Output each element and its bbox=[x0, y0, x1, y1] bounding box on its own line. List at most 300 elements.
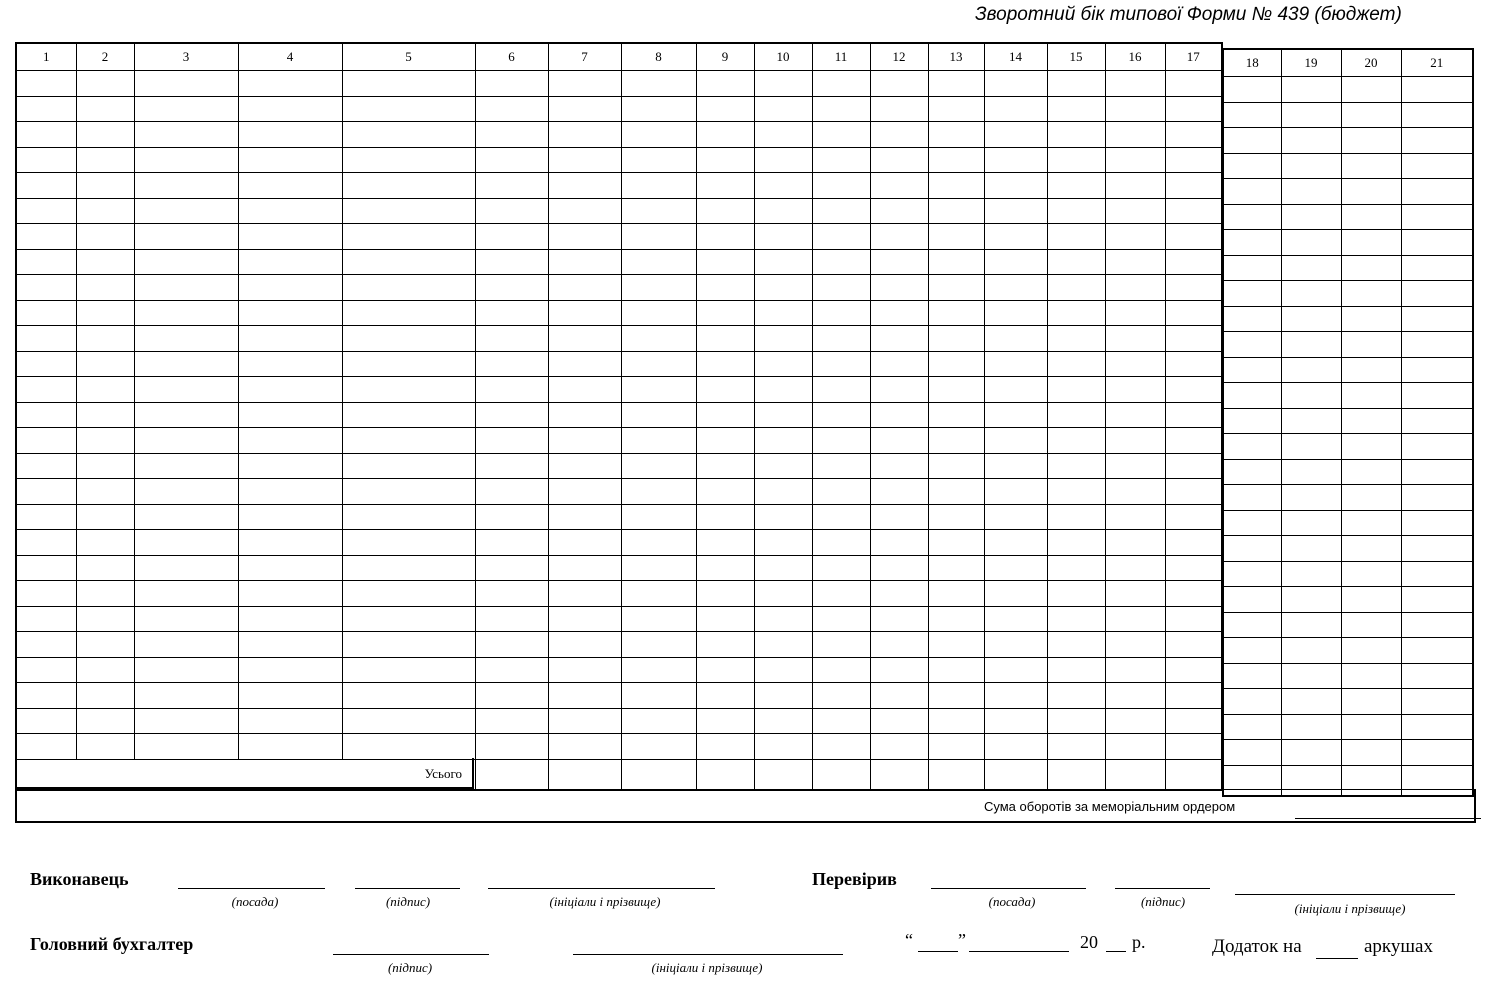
table-cell[interactable] bbox=[1047, 453, 1105, 479]
table-cell[interactable] bbox=[16, 555, 76, 581]
table-cell[interactable] bbox=[1223, 638, 1281, 664]
table-cell[interactable] bbox=[238, 122, 342, 148]
table-cell[interactable] bbox=[548, 173, 621, 199]
table-cell[interactable] bbox=[238, 96, 342, 122]
table-cell[interactable] bbox=[928, 657, 984, 683]
table-cell[interactable] bbox=[696, 453, 754, 479]
table-cell[interactable] bbox=[238, 683, 342, 709]
table-cell[interactable] bbox=[1401, 561, 1473, 587]
table-cell[interactable] bbox=[16, 606, 76, 632]
table-cell[interactable] bbox=[1047, 198, 1105, 224]
table-cell[interactable] bbox=[1165, 198, 1222, 224]
table-cell[interactable] bbox=[1401, 306, 1473, 332]
table-cell[interactable] bbox=[1401, 638, 1473, 664]
table-cell[interactable] bbox=[1223, 587, 1281, 613]
table-cell[interactable] bbox=[134, 683, 238, 709]
table-cell[interactable] bbox=[134, 453, 238, 479]
table-cell[interactable] bbox=[134, 275, 238, 301]
table-cell[interactable] bbox=[548, 453, 621, 479]
table-cell[interactable] bbox=[76, 708, 134, 734]
table-cell[interactable] bbox=[984, 173, 1047, 199]
table-cell[interactable] bbox=[1105, 122, 1165, 148]
table-cell[interactable] bbox=[342, 683, 475, 709]
table-cell[interactable] bbox=[342, 657, 475, 683]
table-cell[interactable] bbox=[870, 708, 928, 734]
table-cell[interactable] bbox=[1401, 383, 1473, 409]
table-cell[interactable] bbox=[16, 96, 76, 122]
table-cell[interactable] bbox=[475, 71, 548, 97]
table-cell[interactable] bbox=[16, 708, 76, 734]
table-cell[interactable] bbox=[342, 326, 475, 352]
table-cell[interactable] bbox=[1341, 255, 1401, 281]
table-cell[interactable] bbox=[621, 224, 696, 250]
table-cell[interactable] bbox=[1341, 102, 1401, 128]
table-cell[interactable] bbox=[812, 71, 870, 97]
table-cell[interactable] bbox=[754, 530, 812, 556]
table-cell[interactable] bbox=[1047, 173, 1105, 199]
table-cell[interactable] bbox=[76, 96, 134, 122]
table-cell[interactable] bbox=[928, 632, 984, 658]
table-cell[interactable] bbox=[1165, 402, 1222, 428]
table-cell[interactable] bbox=[76, 555, 134, 581]
table-cell[interactable] bbox=[16, 173, 76, 199]
table-cell[interactable] bbox=[928, 326, 984, 352]
table-cell[interactable] bbox=[1341, 587, 1401, 613]
table-cell[interactable] bbox=[548, 581, 621, 607]
table-cell[interactable] bbox=[754, 555, 812, 581]
table-cell[interactable] bbox=[134, 198, 238, 224]
table-cell[interactable] bbox=[475, 377, 548, 403]
table-cell[interactable] bbox=[1105, 606, 1165, 632]
table-cell[interactable] bbox=[342, 504, 475, 530]
table-cell[interactable] bbox=[134, 249, 238, 275]
table-cell[interactable] bbox=[238, 224, 342, 250]
table-cell[interactable] bbox=[621, 96, 696, 122]
table-cell[interactable] bbox=[1047, 249, 1105, 275]
table-cell[interactable] bbox=[1047, 71, 1105, 97]
table-cell[interactable] bbox=[16, 657, 76, 683]
table-cell[interactable] bbox=[812, 249, 870, 275]
chief-signature-line[interactable] bbox=[333, 954, 489, 955]
table-cell[interactable] bbox=[621, 198, 696, 224]
table-cell[interactable] bbox=[754, 249, 812, 275]
table-cell[interactable] bbox=[1281, 459, 1341, 485]
table-cell[interactable] bbox=[342, 606, 475, 632]
table-cell[interactable] bbox=[1105, 708, 1165, 734]
table-cell[interactable] bbox=[342, 734, 475, 760]
table-cell[interactable] bbox=[621, 708, 696, 734]
table-cell[interactable] bbox=[342, 173, 475, 199]
table-cell[interactable] bbox=[621, 122, 696, 148]
table-cell[interactable] bbox=[134, 147, 238, 173]
table-cell[interactable] bbox=[475, 300, 548, 326]
table-cell[interactable] bbox=[1105, 377, 1165, 403]
table-cell[interactable] bbox=[621, 504, 696, 530]
table-cell[interactable] bbox=[475, 402, 548, 428]
table-cell[interactable] bbox=[1165, 71, 1222, 97]
table-cell[interactable] bbox=[134, 479, 238, 505]
table-cell[interactable] bbox=[475, 734, 548, 760]
table-cell[interactable] bbox=[870, 402, 928, 428]
table-cell[interactable] bbox=[1105, 632, 1165, 658]
table-cell[interactable] bbox=[984, 402, 1047, 428]
table-cell[interactable] bbox=[238, 198, 342, 224]
table-cell[interactable] bbox=[16, 275, 76, 301]
table-cell[interactable] bbox=[1165, 147, 1222, 173]
totals-cell[interactable] bbox=[475, 759, 548, 790]
table-cell[interactable] bbox=[812, 96, 870, 122]
table-cell[interactable] bbox=[1047, 377, 1105, 403]
table-cell[interactable] bbox=[754, 402, 812, 428]
table-cell[interactable] bbox=[76, 147, 134, 173]
table-cell[interactable] bbox=[928, 428, 984, 454]
table-cell[interactable] bbox=[238, 581, 342, 607]
table-cell[interactable] bbox=[16, 453, 76, 479]
table-cell[interactable] bbox=[928, 606, 984, 632]
table-cell[interactable] bbox=[870, 377, 928, 403]
table-cell[interactable] bbox=[870, 326, 928, 352]
table-cell[interactable] bbox=[1105, 530, 1165, 556]
table-cell[interactable] bbox=[696, 657, 754, 683]
totals-cell[interactable] bbox=[928, 759, 984, 790]
executor-position-line[interactable] bbox=[178, 888, 325, 889]
table-cell[interactable] bbox=[134, 428, 238, 454]
table-cell[interactable] bbox=[475, 224, 548, 250]
table-cell[interactable] bbox=[238, 606, 342, 632]
table-cell[interactable] bbox=[16, 581, 76, 607]
table-cell[interactable] bbox=[1105, 300, 1165, 326]
table-cell[interactable] bbox=[1341, 179, 1401, 205]
table-cell[interactable] bbox=[754, 71, 812, 97]
table-cell[interactable] bbox=[870, 504, 928, 530]
table-cell[interactable] bbox=[342, 71, 475, 97]
date-day-line[interactable] bbox=[918, 951, 958, 952]
table-cell[interactable] bbox=[696, 606, 754, 632]
table-cell[interactable] bbox=[1281, 383, 1341, 409]
table-cell[interactable] bbox=[754, 351, 812, 377]
table-cell[interactable] bbox=[1165, 377, 1222, 403]
table-cell[interactable] bbox=[812, 581, 870, 607]
table-cell[interactable] bbox=[1401, 102, 1473, 128]
table-cell[interactable] bbox=[812, 377, 870, 403]
table-cell[interactable] bbox=[134, 300, 238, 326]
table-cell[interactable] bbox=[16, 734, 76, 760]
table-cell[interactable] bbox=[475, 351, 548, 377]
table-cell[interactable] bbox=[1281, 434, 1341, 460]
table-cell[interactable] bbox=[1165, 479, 1222, 505]
table-cell[interactable] bbox=[1281, 77, 1341, 103]
table-cell[interactable] bbox=[1165, 428, 1222, 454]
table-cell[interactable] bbox=[1401, 230, 1473, 256]
table-cell[interactable] bbox=[1281, 714, 1341, 740]
table-cell[interactable] bbox=[1223, 663, 1281, 689]
table-cell[interactable] bbox=[812, 708, 870, 734]
table-cell[interactable] bbox=[76, 453, 134, 479]
table-cell[interactable] bbox=[812, 275, 870, 301]
table-cell[interactable] bbox=[342, 453, 475, 479]
table-cell[interactable] bbox=[754, 479, 812, 505]
totals-cell[interactable] bbox=[621, 759, 696, 790]
table-cell[interactable] bbox=[1105, 657, 1165, 683]
table-cell[interactable] bbox=[238, 300, 342, 326]
table-cell[interactable] bbox=[928, 173, 984, 199]
table-cell[interactable] bbox=[76, 683, 134, 709]
table-cell[interactable] bbox=[754, 632, 812, 658]
table-cell[interactable] bbox=[1047, 734, 1105, 760]
table-cell[interactable] bbox=[1165, 275, 1222, 301]
table-cell[interactable] bbox=[76, 581, 134, 607]
table-cell[interactable] bbox=[1223, 612, 1281, 638]
table-cell[interactable] bbox=[870, 581, 928, 607]
table-cell[interactable] bbox=[984, 351, 1047, 377]
table-cell[interactable] bbox=[1047, 275, 1105, 301]
table-cell[interactable] bbox=[1223, 179, 1281, 205]
table-cell[interactable] bbox=[76, 224, 134, 250]
table-cell[interactable] bbox=[621, 71, 696, 97]
table-cell[interactable] bbox=[475, 122, 548, 148]
table-cell[interactable] bbox=[1047, 555, 1105, 581]
table-cell[interactable] bbox=[870, 555, 928, 581]
table-cell[interactable] bbox=[548, 530, 621, 556]
table-cell[interactable] bbox=[342, 555, 475, 581]
table-cell[interactable] bbox=[870, 453, 928, 479]
table-cell[interactable] bbox=[238, 147, 342, 173]
table-cell[interactable] bbox=[1341, 357, 1401, 383]
table-cell[interactable] bbox=[1341, 230, 1401, 256]
table-cell[interactable] bbox=[1401, 153, 1473, 179]
table-cell[interactable] bbox=[621, 530, 696, 556]
table-cell[interactable] bbox=[928, 581, 984, 607]
table-cell[interactable] bbox=[928, 555, 984, 581]
table-cell[interactable] bbox=[984, 708, 1047, 734]
table-cell[interactable] bbox=[238, 377, 342, 403]
table-cell[interactable] bbox=[76, 122, 134, 148]
table-cell[interactable] bbox=[475, 96, 548, 122]
table-cell[interactable] bbox=[696, 428, 754, 454]
table-cell[interactable] bbox=[1047, 402, 1105, 428]
table-cell[interactable] bbox=[1341, 153, 1401, 179]
table-cell[interactable] bbox=[1047, 122, 1105, 148]
table-cell[interactable] bbox=[1223, 434, 1281, 460]
table-cell[interactable] bbox=[342, 198, 475, 224]
table-cell[interactable] bbox=[1281, 740, 1341, 766]
table-cell[interactable] bbox=[812, 530, 870, 556]
table-cell[interactable] bbox=[696, 147, 754, 173]
table-cell[interactable] bbox=[134, 606, 238, 632]
table-cell[interactable] bbox=[475, 530, 548, 556]
table-cell[interactable] bbox=[984, 428, 1047, 454]
table-cell[interactable] bbox=[621, 300, 696, 326]
table-cell[interactable] bbox=[1047, 147, 1105, 173]
table-cell[interactable] bbox=[812, 326, 870, 352]
table-cell[interactable] bbox=[984, 326, 1047, 352]
table-cell[interactable] bbox=[1281, 485, 1341, 511]
table-cell[interactable] bbox=[238, 555, 342, 581]
table-cell[interactable] bbox=[475, 606, 548, 632]
table-cell[interactable] bbox=[548, 96, 621, 122]
table-cell[interactable] bbox=[238, 657, 342, 683]
table-cell[interactable] bbox=[928, 708, 984, 734]
attachment-count-line[interactable] bbox=[1316, 958, 1358, 959]
table-cell[interactable] bbox=[696, 708, 754, 734]
table-cell[interactable] bbox=[812, 479, 870, 505]
table-cell[interactable] bbox=[342, 147, 475, 173]
table-cell[interactable] bbox=[1341, 408, 1401, 434]
table-cell[interactable] bbox=[1401, 408, 1473, 434]
table-cell[interactable] bbox=[134, 504, 238, 530]
table-cell[interactable] bbox=[984, 71, 1047, 97]
table-cell[interactable] bbox=[342, 632, 475, 658]
table-cell[interactable] bbox=[238, 326, 342, 352]
table-cell[interactable] bbox=[984, 249, 1047, 275]
table-cell[interactable] bbox=[16, 632, 76, 658]
table-cell[interactable] bbox=[475, 249, 548, 275]
table-cell[interactable] bbox=[1047, 351, 1105, 377]
table-cell[interactable] bbox=[548, 275, 621, 301]
table-cell[interactable] bbox=[870, 734, 928, 760]
table-cell[interactable] bbox=[16, 300, 76, 326]
table-cell[interactable] bbox=[1105, 555, 1165, 581]
table-cell[interactable] bbox=[928, 377, 984, 403]
table-cell[interactable] bbox=[1401, 434, 1473, 460]
table-cell[interactable] bbox=[1223, 281, 1281, 307]
turnover-value-line[interactable] bbox=[1295, 818, 1481, 819]
table-cell[interactable] bbox=[76, 71, 134, 97]
table-cell[interactable] bbox=[16, 71, 76, 97]
table-cell[interactable] bbox=[1281, 536, 1341, 562]
totals-cell[interactable] bbox=[1047, 759, 1105, 790]
table-cell[interactable] bbox=[696, 122, 754, 148]
table-cell[interactable] bbox=[1105, 147, 1165, 173]
table-cell[interactable] bbox=[1401, 485, 1473, 511]
table-cell[interactable] bbox=[16, 326, 76, 352]
table-cell[interactable] bbox=[1281, 306, 1341, 332]
table-cell[interactable] bbox=[1047, 479, 1105, 505]
table-cell[interactable] bbox=[1223, 204, 1281, 230]
table-cell[interactable] bbox=[342, 377, 475, 403]
table-cell[interactable] bbox=[1105, 96, 1165, 122]
table-cell[interactable] bbox=[548, 606, 621, 632]
table-cell[interactable] bbox=[621, 555, 696, 581]
table-cell[interactable] bbox=[548, 632, 621, 658]
table-cell[interactable] bbox=[342, 708, 475, 734]
table-cell[interactable] bbox=[984, 632, 1047, 658]
table-cell[interactable] bbox=[1401, 510, 1473, 536]
table-cell[interactable] bbox=[548, 198, 621, 224]
table-cell[interactable] bbox=[342, 428, 475, 454]
table-cell[interactable] bbox=[1341, 638, 1401, 664]
table-cell[interactable] bbox=[928, 96, 984, 122]
table-cell[interactable] bbox=[548, 708, 621, 734]
table-cell[interactable] bbox=[754, 147, 812, 173]
table-cell[interactable] bbox=[1047, 632, 1105, 658]
table-cell[interactable] bbox=[1047, 504, 1105, 530]
table-cell[interactable] bbox=[76, 377, 134, 403]
table-cell[interactable] bbox=[16, 351, 76, 377]
table-cell[interactable] bbox=[1341, 689, 1401, 715]
table-cell[interactable] bbox=[928, 402, 984, 428]
table-cell[interactable] bbox=[342, 300, 475, 326]
table-cell[interactable] bbox=[1281, 281, 1341, 307]
table-cell[interactable] bbox=[928, 122, 984, 148]
table-cell[interactable] bbox=[1105, 683, 1165, 709]
table-cell[interactable] bbox=[1223, 510, 1281, 536]
table-cell[interactable] bbox=[1165, 504, 1222, 530]
table-cell[interactable] bbox=[1165, 122, 1222, 148]
table-cell[interactable] bbox=[76, 657, 134, 683]
table-cell[interactable] bbox=[1341, 561, 1401, 587]
table-cell[interactable] bbox=[1165, 249, 1222, 275]
table-cell[interactable] bbox=[870, 530, 928, 556]
table-cell[interactable] bbox=[1341, 714, 1401, 740]
table-cell[interactable] bbox=[1281, 179, 1341, 205]
table-cell[interactable] bbox=[134, 351, 238, 377]
table-cell[interactable] bbox=[696, 377, 754, 403]
checked-signature-line[interactable] bbox=[1115, 888, 1210, 889]
table-cell[interactable] bbox=[621, 275, 696, 301]
table-cell[interactable] bbox=[870, 71, 928, 97]
table-cell[interactable] bbox=[1341, 612, 1401, 638]
table-cell[interactable] bbox=[1401, 459, 1473, 485]
table-cell[interactable] bbox=[928, 249, 984, 275]
table-cell[interactable] bbox=[475, 708, 548, 734]
table-cell[interactable] bbox=[696, 530, 754, 556]
table-cell[interactable] bbox=[342, 96, 475, 122]
table-cell[interactable] bbox=[1165, 708, 1222, 734]
table-cell[interactable] bbox=[342, 224, 475, 250]
table-cell[interactable] bbox=[812, 734, 870, 760]
table-cell[interactable] bbox=[870, 657, 928, 683]
table-cell[interactable] bbox=[812, 657, 870, 683]
table-cell[interactable] bbox=[1165, 300, 1222, 326]
table-cell[interactable] bbox=[238, 71, 342, 97]
table-cell[interactable] bbox=[342, 275, 475, 301]
table-cell[interactable] bbox=[696, 96, 754, 122]
table-cell[interactable] bbox=[548, 249, 621, 275]
table-cell[interactable] bbox=[1281, 230, 1341, 256]
table-cell[interactable] bbox=[16, 504, 76, 530]
table-cell[interactable] bbox=[1401, 332, 1473, 358]
table-cell[interactable] bbox=[696, 249, 754, 275]
table-cell[interactable] bbox=[1281, 204, 1341, 230]
table-cell[interactable] bbox=[621, 377, 696, 403]
table-cell[interactable] bbox=[1281, 408, 1341, 434]
table-cell[interactable] bbox=[548, 224, 621, 250]
table-cell[interactable] bbox=[870, 351, 928, 377]
table-cell[interactable] bbox=[134, 657, 238, 683]
table-cell[interactable] bbox=[548, 147, 621, 173]
table-cell[interactable] bbox=[16, 402, 76, 428]
table-cell[interactable] bbox=[1281, 663, 1341, 689]
totals-cell[interactable] bbox=[812, 759, 870, 790]
totals-cell[interactable] bbox=[548, 759, 621, 790]
table-cell[interactable] bbox=[1165, 326, 1222, 352]
table-cell[interactable] bbox=[812, 428, 870, 454]
table-cell[interactable] bbox=[134, 377, 238, 403]
checked-position-line[interactable] bbox=[931, 888, 1086, 889]
table-cell[interactable] bbox=[1047, 428, 1105, 454]
table-cell[interactable] bbox=[696, 402, 754, 428]
table-cell[interactable] bbox=[1105, 275, 1165, 301]
table-cell[interactable] bbox=[1223, 128, 1281, 154]
table-cell[interactable] bbox=[696, 351, 754, 377]
table-cell[interactable] bbox=[812, 683, 870, 709]
table-cell[interactable] bbox=[1105, 734, 1165, 760]
totals-cell[interactable] bbox=[754, 759, 812, 790]
table-cell[interactable] bbox=[870, 275, 928, 301]
table-cell[interactable] bbox=[238, 402, 342, 428]
table-cell[interactable] bbox=[1165, 657, 1222, 683]
